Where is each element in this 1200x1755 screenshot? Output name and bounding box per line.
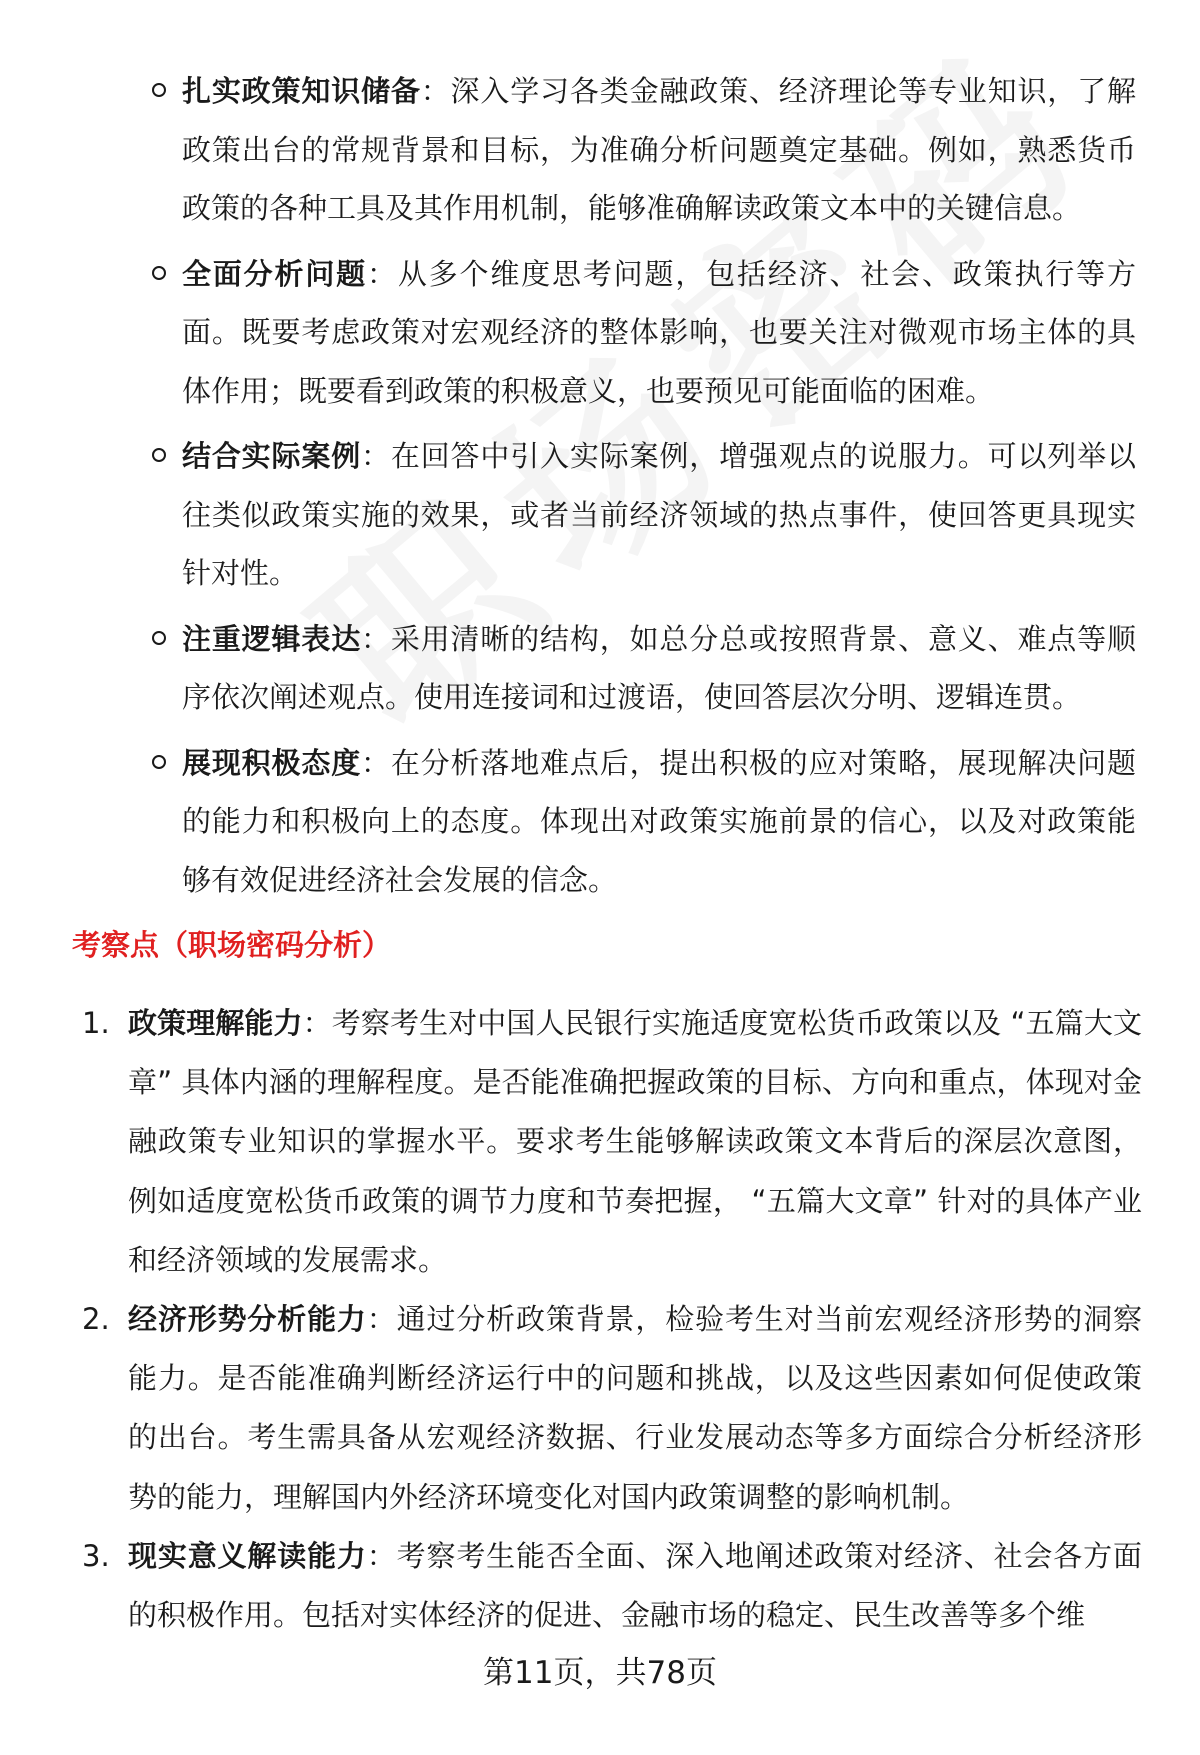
bullet-term: 扎实政策知识储备 [182,74,421,108]
numbered-term: 现实意义解读能力 [128,1538,367,1573]
hollow-circle-bullet-icon [152,448,166,462]
hollow-circle-bullet-icon [152,631,166,645]
bullet-item [146,62,1136,238]
bullet-term: 展现积极态度 [182,745,362,780]
numbered-item [82,1527,1142,1645]
hollow-circle-bullet-icon [152,266,166,280]
bullet-paragraph [182,734,1136,910]
bullet-term: 全面分析问题 [182,256,367,291]
numbered-text: ：通过分析政策背景，检验考生对当前宏观经济形势的洞察能力。是否能准确判断经济运行中的问题和挑战，以及这些因素如何促使政策的出台。考生需具备从宏观经济数据、行业发展动态等多方面综合分析经济形势的能力，理解国内外经济环境变化对国内政策调整的影响机制。 [128,1302,1142,1514]
bullet-item [146,245,1136,421]
numbered-text: ：考察考生能否全面、深入地阐述政策对经济、社会各方面的积极作用。包括对实体经济的促进、金融市场的稳定、民生改善等多个维 [128,1538,1142,1633]
bullet-text: ：在回答中引入实际案例，增强观点的说服力。可以列举以往类似政策实施的效果，或者当前经济领域的热点事件，使回答更具现实针对性。 [182,439,1136,590]
bullet-text: ：从多个维度思考问题，包括经济、社会、政策执行等方面。既要考虑政策对宏观经济的整体影响，也要关注对微观市场主体的具体作用；既要看到政策的积极意义，也要预见可能面临的困难。 [182,256,1136,408]
bullet-list [146,62,1136,916]
bullet-paragraph [182,245,1136,421]
numbered-paragraph [128,1527,1142,1645]
numbered-item [82,1290,1142,1527]
item-number: 2. [82,1302,110,1337]
numbered-term: 经济形势分析能力 [128,1302,367,1337]
item-number: 3. [82,1538,110,1573]
bullet-term: 结合实际案例 [182,439,362,473]
numbered-text: ：考察考生对中国人民银行实施适度宽松货币政策以及 “五篇大文章” 具体内涵的理解程度。是否能准确把握政策的目标、方向和重点，体现对金融政策专业知识的掌握水平。要求考生能够解读政策文本背后的深层次意图，例如适度宽松货币政策的调节力度和节奏把握， “五篇大文章” 针对的具体产业和经济领域的发展需求。 [128,1006,1142,1277]
numbered-item [82,994,1142,1290]
numbered-term: 政策理解能力 [128,1006,303,1040]
bullet-item [146,427,1136,603]
bullet-paragraph [182,427,1136,603]
section-heading: 考察点（职场密码分析） [72,928,392,962]
page-footer: 第11页，共78页 [483,1655,717,1691]
bullet-paragraph [182,62,1136,238]
numbered-list [82,994,1142,1645]
item-number: 1. [82,1006,110,1040]
hollow-circle-bullet-icon [152,83,166,97]
numbered-paragraph [128,994,1142,1290]
bullet-text: ：深入学习各类金融政策、经济理论等专业知识，了解政策出台的常规背景和目标，为准确分析问题奠定基础。例如，熟悉货币政策的各种工具及其作用机制，能够准确解读政策文本中的关键信息。 [182,74,1136,225]
bullet-text: ：在分析落地难点后，提出积极的应对策略，展现解决问题的能力和积极向上的态度。体现出对政策实施前景的信心，以及对政策能够有效促进经济社会发展的信念。 [182,745,1136,897]
numbered-paragraph [128,1290,1142,1527]
bullet-term: 注重逻辑表达 [182,621,362,656]
hollow-circle-bullet-icon [152,755,166,769]
bullet-text: ：采用清晰的结构，如总分总或按照背景、意义、难点等顺序依次阐述观点。使用连接词和过渡语，使回答层次分明、逻辑连贯。 [182,621,1136,714]
bullet-item [146,734,1136,910]
bullet-item [146,610,1136,727]
bullet-paragraph [182,610,1136,727]
